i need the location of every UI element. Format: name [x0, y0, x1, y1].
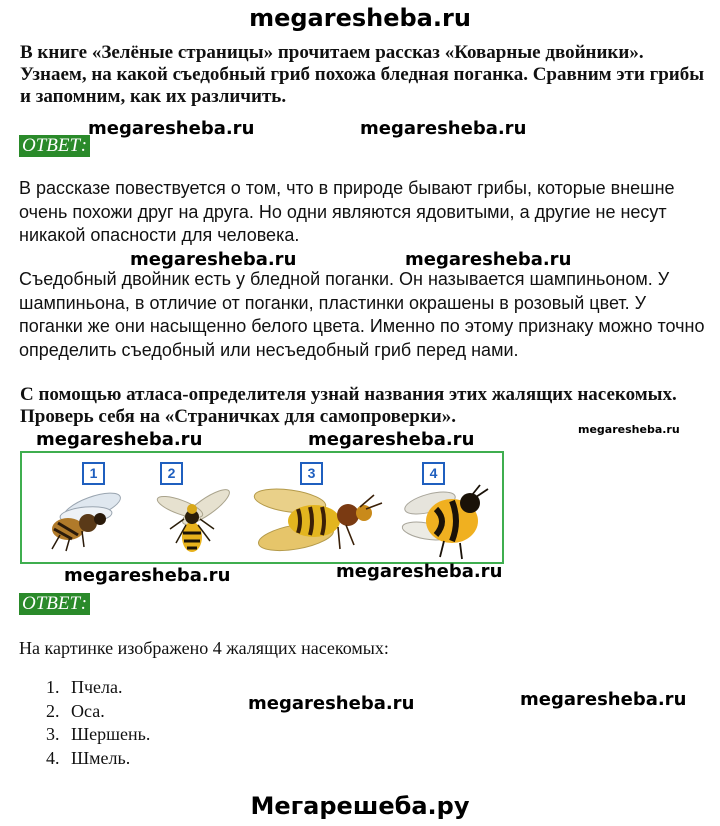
watermark: megaresheba.ru: [64, 565, 231, 586]
task2-question: С помощью атласа-определителя узнай названия этих жалящих насекомых. Проверь себя на «Страничках для самопроверки».: [20, 384, 677, 427]
wasp-icon: [140, 481, 240, 557]
watermark: megaresheba.ru: [405, 249, 572, 270]
list-item-number: 2.: [46, 700, 60, 721]
watermark: megaresheba.ru: [88, 118, 255, 139]
list-item-number: 1.: [46, 677, 60, 697]
watermark: megaresheba.ru: [308, 429, 475, 450]
list-item: [46, 747, 150, 771]
list-item-text: Оса.: [71, 700, 105, 721]
watermark: megaresheba.ru: [360, 118, 527, 139]
task2-intro: На картинке изображено 4 жалящих насекомых:: [19, 638, 389, 658]
watermark: megaresheba.ru: [248, 693, 415, 714]
insects-list: [46, 676, 150, 770]
bee-icon: [30, 483, 130, 555]
task1-paragraph-1: В рассказе повествуется о том, что в природе бывают грибы, которые внешне очень похожи друг на друга. Но одни являются ядовитыми, а другие не несут никакой опасности для человека.: [19, 178, 675, 245]
number-box-4: 4: [422, 462, 445, 485]
watermark: megaresheba.ru: [36, 429, 203, 450]
list-item: [46, 723, 150, 747]
list-item-text: Пчела.: [71, 677, 123, 697]
hornet-icon: [250, 479, 390, 563]
watermark: megaresheba.ru: [520, 689, 687, 710]
list-item-text: Шершень.: [71, 724, 151, 744]
list-item-text: Шмель.: [71, 747, 131, 768]
bumblebee-icon: [400, 479, 496, 561]
list-item-number: 4.: [46, 747, 60, 768]
task1-answer-label: ОТВЕТ:: [19, 135, 90, 157]
header-site-title: megaresheba.ru: [249, 4, 471, 32]
number-box-1: 1: [82, 462, 105, 485]
number-box-2: 2: [160, 462, 183, 485]
list-item: [46, 676, 150, 700]
list-item: [46, 700, 150, 724]
insects-picture: [20, 451, 504, 564]
list-item-number: 3.: [46, 724, 60, 744]
watermark: megaresheba.ru: [578, 423, 680, 436]
task1-paragraph-2: Съедобный двойник есть у бледной поганки. Он называется шампиньоном. У шампиньона, в отличие от поганки, пластинки окрашены в розовый цвет. У поганки же они насыщенно белого цвета. Именно по этому признаку можно точно определить съедобный или несъедобный гриб перед нами.: [19, 269, 705, 360]
watermark: megaresheba.ru: [130, 249, 297, 270]
task1-question: В книге «Зелёные страницы» прочитаем рассказ «Коварные двойники». Узнаем, на какой съедобный гриб похожа бледная поганка. Сравним эти грибы и запомним, как их различить.: [20, 42, 705, 107]
watermark: megaresheba.ru: [336, 561, 503, 582]
footer-brand: Мегарешеба.ру: [250, 792, 470, 820]
number-box-3: 3: [300, 462, 323, 485]
task2-answer-label: ОТВЕТ:: [19, 593, 90, 615]
